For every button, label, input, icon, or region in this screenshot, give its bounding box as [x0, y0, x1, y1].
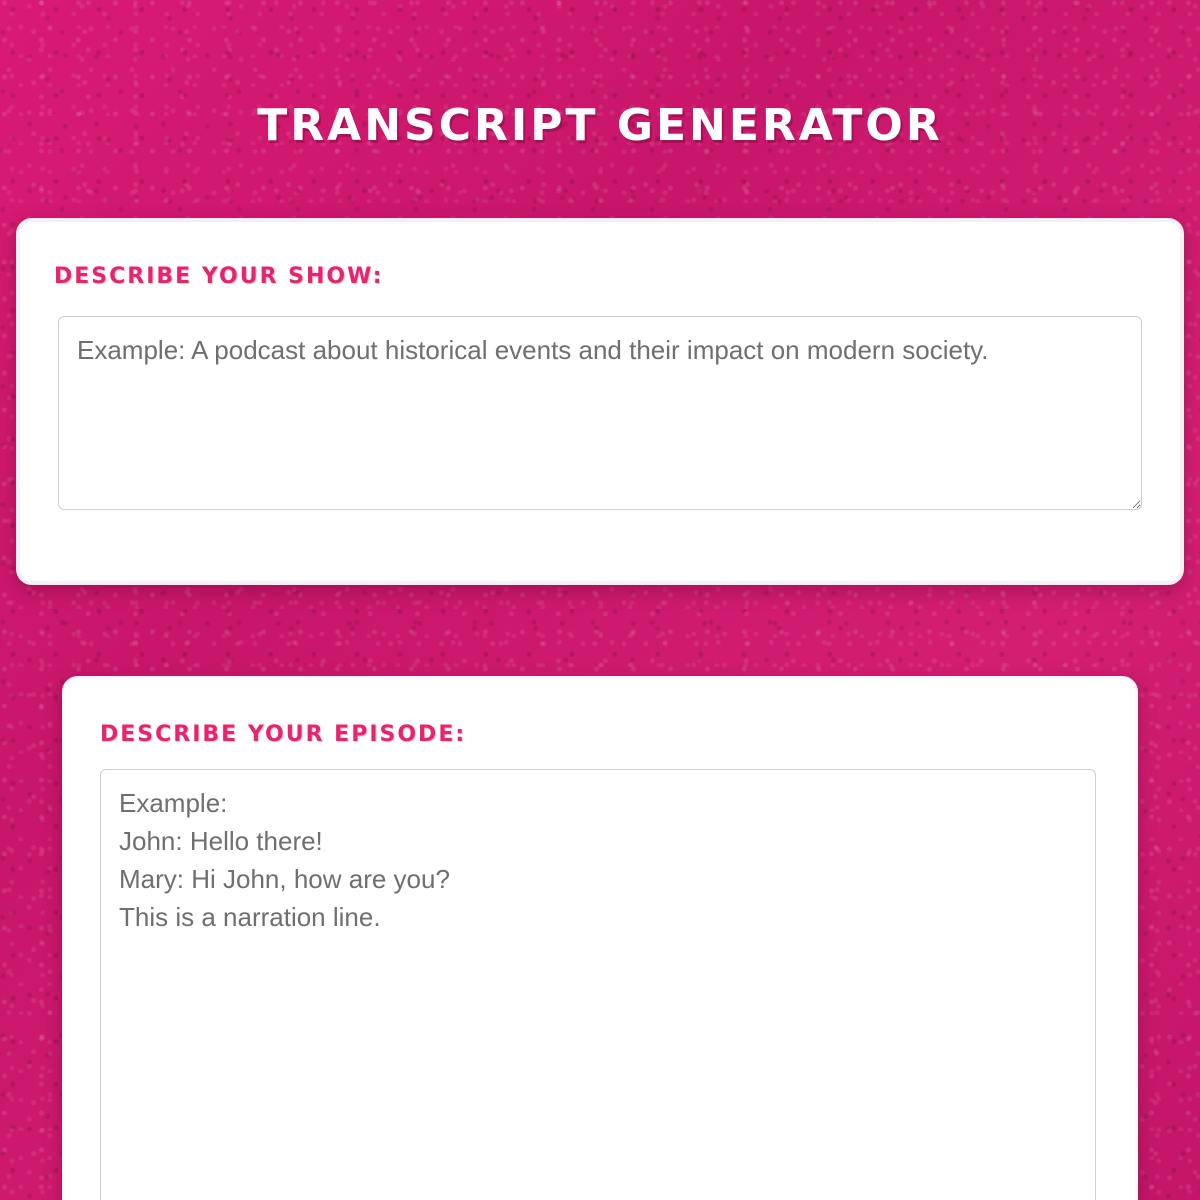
page-title: TRANSCRIPT GENERATOR: [257, 100, 943, 151]
describe-episode-input[interactable]: [100, 769, 1096, 1200]
describe-episode-label: DESCRIBE YOUR EPISODE:: [100, 722, 467, 747]
describe-show-input[interactable]: [58, 316, 1142, 510]
describe-show-label: DESCRIBE YOUR SHOW:: [54, 264, 384, 289]
